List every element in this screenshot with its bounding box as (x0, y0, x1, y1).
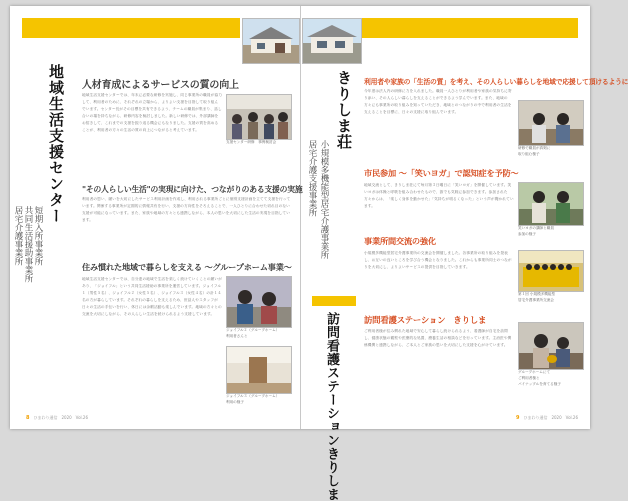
header-band (22, 18, 240, 38)
left-vertical-title: 地域生活支援センター (47, 64, 65, 224)
laugh-yoga-caption-a: 笑いヨガの講師と職員 (518, 226, 554, 230)
left-body-1: 地域生活支援センターでは、年末に必要な研修を実施し、同じ事業所の職員が協力して、利用者のために、それぞれの立場から、よりよい支援を目指して取り組んでいます。センター長がその目標を共有できるよう、チームの職員が集まり、話し合いの場を持ちながら、研修内容を検討しました。新しい研修では、外部講師をお招きして、これまでの支援を振り返る機会にもなりました。支援の質を高めることが、利用者の方々の生活の質の向上につながると考えています。 (82, 93, 222, 132)
nursing-visit-caption-c: パイナップルを育てる様子 (518, 382, 561, 386)
right-body-1: 今年度は法人内の研修に力を入れました。職員一人ひとりが利用者や家族の気持ちに寄り添い、その人らしい暮らしを支えることができるよう学んでいます。また、地域の方々にも事業所の取り組みを知っていただき、地域とのつながりの中で利用者の生活を支えることを目標に、日々の支援に取り組んでいます。 (364, 89, 512, 114)
grouphome-caption-1a: ジョイフル２（グループホーム） (226, 328, 280, 332)
left-heading-3: 住み慣れた地域で暮らしを支える ～グループホーム事業～ (82, 262, 292, 272)
exchange-meeting-caption-a: 第１回 小規模多機能型 (518, 292, 556, 296)
building-photo (242, 18, 300, 64)
grouphome-caption-1b: 利用者さんと (226, 334, 248, 338)
left-heading-2: "その人らしい生活"の実現に向けた、つながりのある支援の実施 (82, 185, 303, 194)
right-body-3: 小規模多機能型居宅介護事業所の交流会を開催しました。各事業所の取り組みを発表し、お互いの良いところを学び合う機会となりました。これからも事業所同士のつながりを大切にし、よりよいサービスの提供を目指していきます。 (364, 251, 512, 269)
right-footer-text: ひまわり通信 2020 Vol.26 (523, 415, 578, 420)
left-heading-1: 人材育成によるサービスの質の向上 (82, 80, 239, 91)
left-vertical-sub-3: 居宅介護事業所 (13, 206, 23, 266)
right-heading-3: 事業所間交流の強化 (364, 236, 436, 246)
right-vertical-sub-2: 居宅介護支援事業所 (307, 140, 317, 217)
right-body-4: ご利用者様が住み慣れた地域で安心して暮らし続けられるよう、看護師が自宅を訪問し、健康状態の観察や医療的な処置、療養生活の相談などを行っています。主治医や関係機関と連携しながら、ご本人とご家族の思いを大切にした支援を心がけています。 (364, 329, 512, 347)
right-heading-1: 利用者や家族の「生活の質」を考え、その人らしい暮らしを地域で応援して頂けるように (364, 78, 628, 86)
right-heading-2: 市民参加 ～「笑いヨガ」で認知症を予防～ (364, 168, 519, 178)
training-photo (226, 94, 292, 140)
left-footer-text: ひまわり通信 2020 Vol.26 (33, 415, 89, 420)
left-vertical-sub-1: 短期入所事業所 (33, 206, 43, 266)
left-footer (22, 415, 88, 421)
left-body-3: 地域生活支援センターでは、自分達の地域で生活を楽しく続けていくことの願いがあり、「ジョイフル」という共同生活援助の事業所を運営しています。ジョイフル１（男性５名）、ジョイフル２（女性５名）、ジョイフル３（女性４名）の計１４名の方が暮らしています。それぞれの暮らしを支えるため、世話人やスタッフが日々の生活の手伝いを行い、休日には余暇活動も楽しんでいます。地域の方々との交流を大切にしながら、その人らしい生活を続けられるよう支援しています。 (82, 277, 222, 316)
exchange-meeting-caption-b: 居宅介護事業所交流会 (518, 298, 554, 302)
newsletter-spread (10, 6, 628, 501)
staff-training-caption-a: 研修で職員が真剣に (518, 146, 551, 150)
nursing-visit-photo (518, 322, 584, 370)
grouphome-photo-1 (226, 276, 292, 328)
right-page (300, 6, 628, 501)
right-page-number: 9 (515, 415, 520, 421)
right-vertical-title-2: 訪問看護ステーションきりしま (324, 312, 339, 501)
left-body-2: 利用者の思い、願いを大切にしたサービス利用計画を作成し、利用される事業所ごとに個別支援計画を立てて支援を行っています。関係する事業所が定期的に情報共有を行い、支援の方向性をそろえることで、一人ひとりに合わせた切れ目のない支援が可能になっています。また、家族や地域の方々とも連携しながら、本人の思いを大切にした生活の実現を目指しています。 (82, 197, 291, 222)
grouphome-caption-2b: 利用の様子 (226, 400, 244, 404)
grouphome-photo-2 (226, 346, 292, 394)
left-page-number: 8 (26, 415, 30, 421)
right-vertical-sub-1: 小規模多機能型居宅介護事業所 (319, 140, 329, 259)
training-caption: 支援センター研修 事例検討会 (226, 140, 277, 144)
grouphome-caption-2a: ジョイフル３（グループホーム） (226, 394, 280, 398)
exchange-meeting-photo (518, 250, 584, 292)
left-page (10, 6, 301, 429)
laugh-yoga-caption-b: 参加の様子 (518, 232, 536, 236)
left-vertical-sub-2: 共同生活援助事業所 (23, 206, 33, 283)
header-band-right (362, 18, 578, 38)
laugh-yoga-photo (518, 182, 584, 226)
staff-training-photo (518, 100, 584, 146)
right-heading-4: 訪問看護ステーション きりしま (364, 315, 487, 325)
nursing-visit-caption-b: ご利用者様と (518, 376, 540, 380)
nursing-visit-caption-a: グループホームにて (518, 370, 551, 374)
staff-training-caption-b: 取り組む様子 (518, 152, 540, 156)
lower-band (312, 296, 356, 306)
right-footer (512, 415, 578, 421)
kirishima-building-photo (302, 18, 362, 64)
right-vertical-title: きりしま荘 (335, 70, 353, 150)
right-body-2: 地域交流として、きりしま荘にて毎月第３日曜日に「笑いヨガ」を開催しています。笑いヨガは体操と呼吸を組み合わせたもので、誰でも気軽に参加できます。参加された方々からは、「楽しく身体を動かせた」「気持ちが明るくなった」という声が聞かれています。 (364, 183, 514, 208)
